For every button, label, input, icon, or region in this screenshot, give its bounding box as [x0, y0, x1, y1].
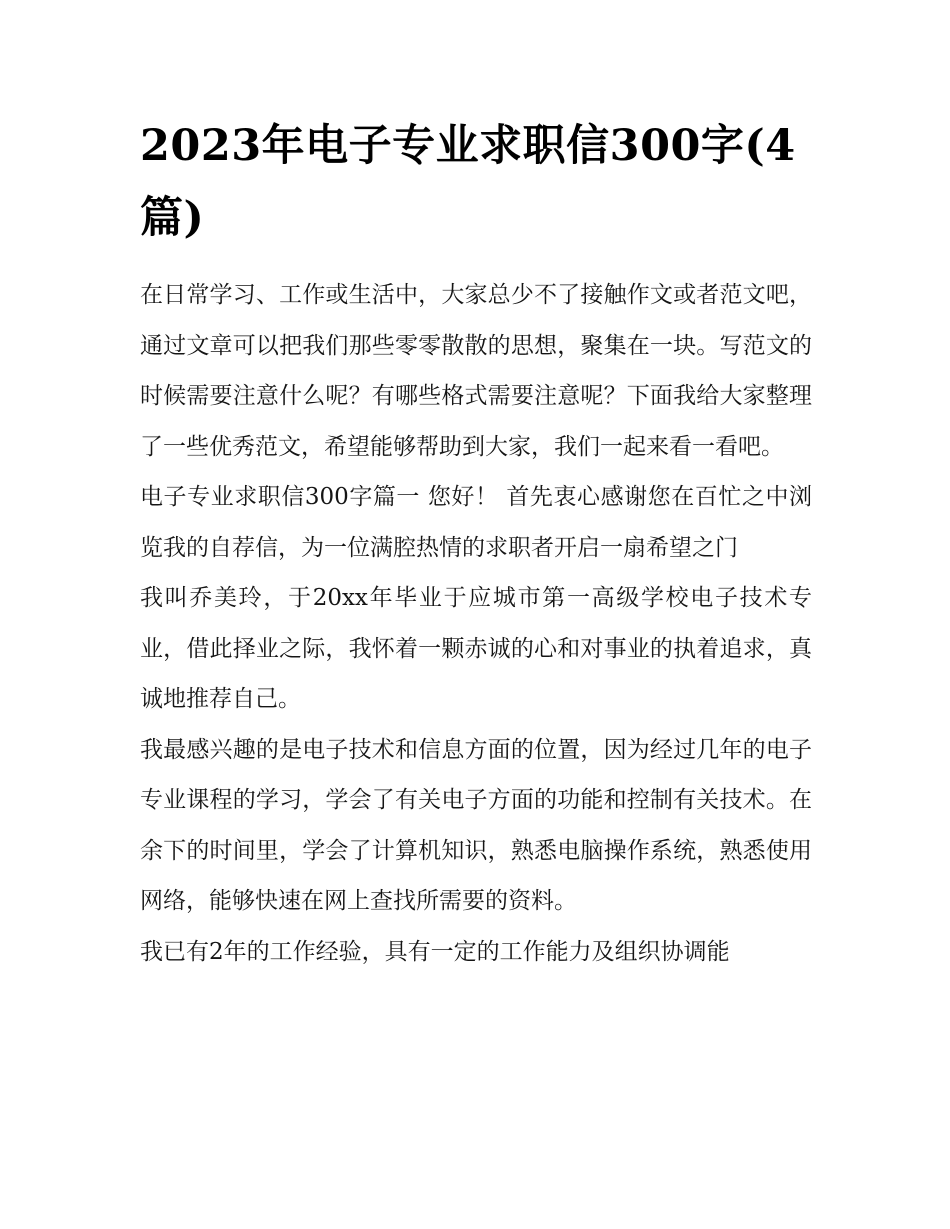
document-page [140, 110, 812, 977]
letter-greeting-paragraph: 电子专业求职信300字篇一 您好！ 首先衷心感谢您在百忙之中浏览我的自荐信，为一位满腔热情的求职者开启一扇希望之门 [140, 484, 812, 561]
skills-paragraph: 我最感兴趣的是电子技术和信息方面的位置，因为经过几年的电子专业课程的学习，学会了有关电子方面的功能和控制有关技术。在余下的时间里，学会了计算机知识，熟悉电脑操作系统，熟悉使用网络，能够快速在网上查找所需要的资料。 [140, 736, 812, 914]
document-body [140, 270, 812, 977]
intro-paragraph: 在日常学习、工作或生活中，大家总少不了接触作文或者范文吧，通过文章可以把我们那些零零散散的思想，聚集在一块。写范文的时候需要注意什么呢？有哪些格式需要注意呢？下面我给大家整理了一些优秀范文，希望能够帮助到大家，我们一起来看一看吧。 [140, 282, 812, 460]
document-title: 2023年电子专业求职信300字(4篇) [140, 121, 796, 243]
self-introduction-paragraph: 我叫乔美玲，于20xx年毕业于应城市第一高级学校电子技术专业，借此择业之际，我怀着一颗赤诚的心和对事业的执着追求，真诚地推荐自己。 [140, 585, 812, 712]
experience-paragraph: 我已有2年的工作经验，具有一定的工作能力及组织协调能 [140, 938, 730, 965]
